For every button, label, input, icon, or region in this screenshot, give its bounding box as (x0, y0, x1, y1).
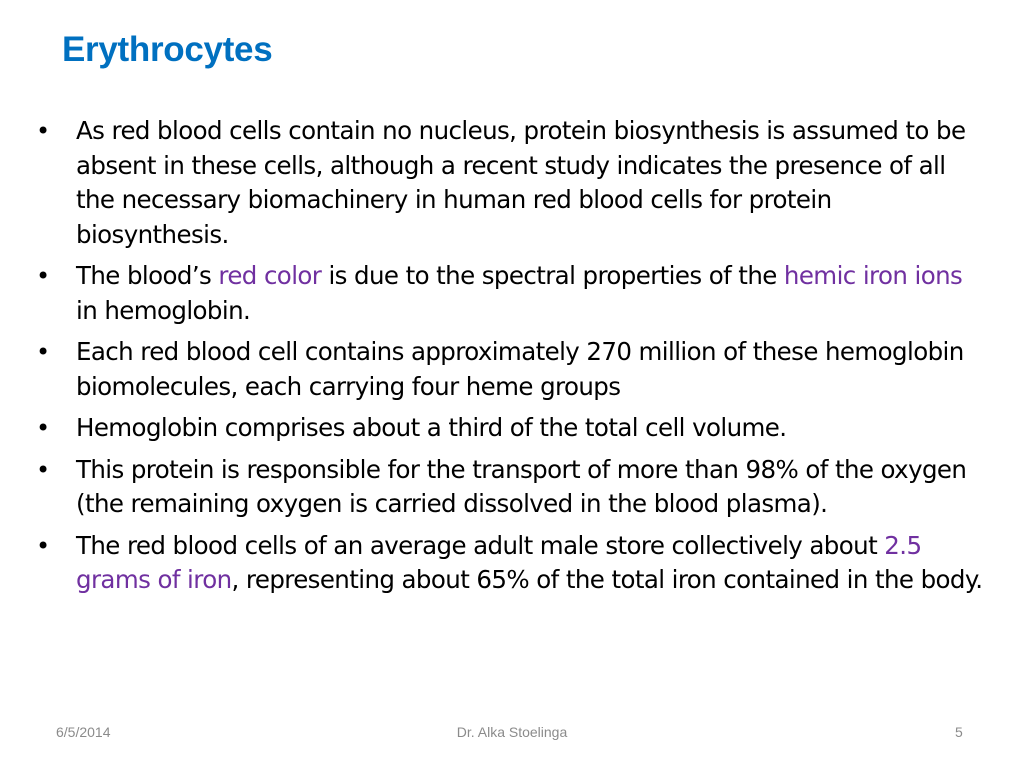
bullet-text: As red blood cells contain no nucleus, protein biosynthesis is assumed to be absent in these cells, although a recent study indicates the presence of all the necessary biomachinery in human red blood cells for protein biosynthesis. (76, 116, 966, 249)
bullet-item (34, 453, 984, 522)
bullet-item (34, 114, 984, 252)
bullet-item (34, 259, 984, 328)
bullet-text: is due to the spectral properties of the (321, 261, 784, 290)
bullet-dot-icon: • (36, 262, 50, 290)
highlight-text: 2.5 grams of iron (76, 530, 922, 594)
footer-author: Dr. Alka Stoelinga (456, 724, 568, 740)
bullet-text: in hemoglobin. (76, 295, 251, 325)
bullet-item (34, 335, 984, 404)
bullet-dot-icon: • (36, 338, 50, 366)
bullet-text: , representing about 65% of the total iron contained in the body. (231, 565, 983, 594)
bullet-text: Each red blood cell contains approximately 270 million of these hemoglobin biomolecules, each carrying four heme groups (76, 337, 964, 401)
highlight-text: red color (218, 261, 322, 290)
bullet-dot-icon: • (36, 531, 50, 560)
bullet-text: Hemoglobin comprises about a third of the total cell volume. (76, 413, 787, 442)
highlight-text: hemic iron ions (783, 261, 963, 290)
bullet-text: The red blood cells of an average adult male store collectively about (76, 530, 885, 560)
footer-page-number: 5 (955, 724, 963, 740)
bullet-dot-icon: • (36, 455, 50, 484)
footer-date: 6/5/2014 (56, 724, 111, 740)
bullet-text: The blood’s (76, 261, 219, 290)
slide-title: Erythrocytes (62, 30, 273, 69)
bullet-item (34, 529, 984, 598)
bullet-text: This protein is responsible for the transport of more than 98% of the oxygen (the remaining oxygen is carried dissolved in the blood plasma). (76, 454, 967, 518)
bullet-dot-icon: • (36, 414, 50, 442)
bullet-dot-icon: • (36, 117, 50, 145)
bullet-list (34, 114, 984, 605)
bullet-item (34, 411, 984, 446)
